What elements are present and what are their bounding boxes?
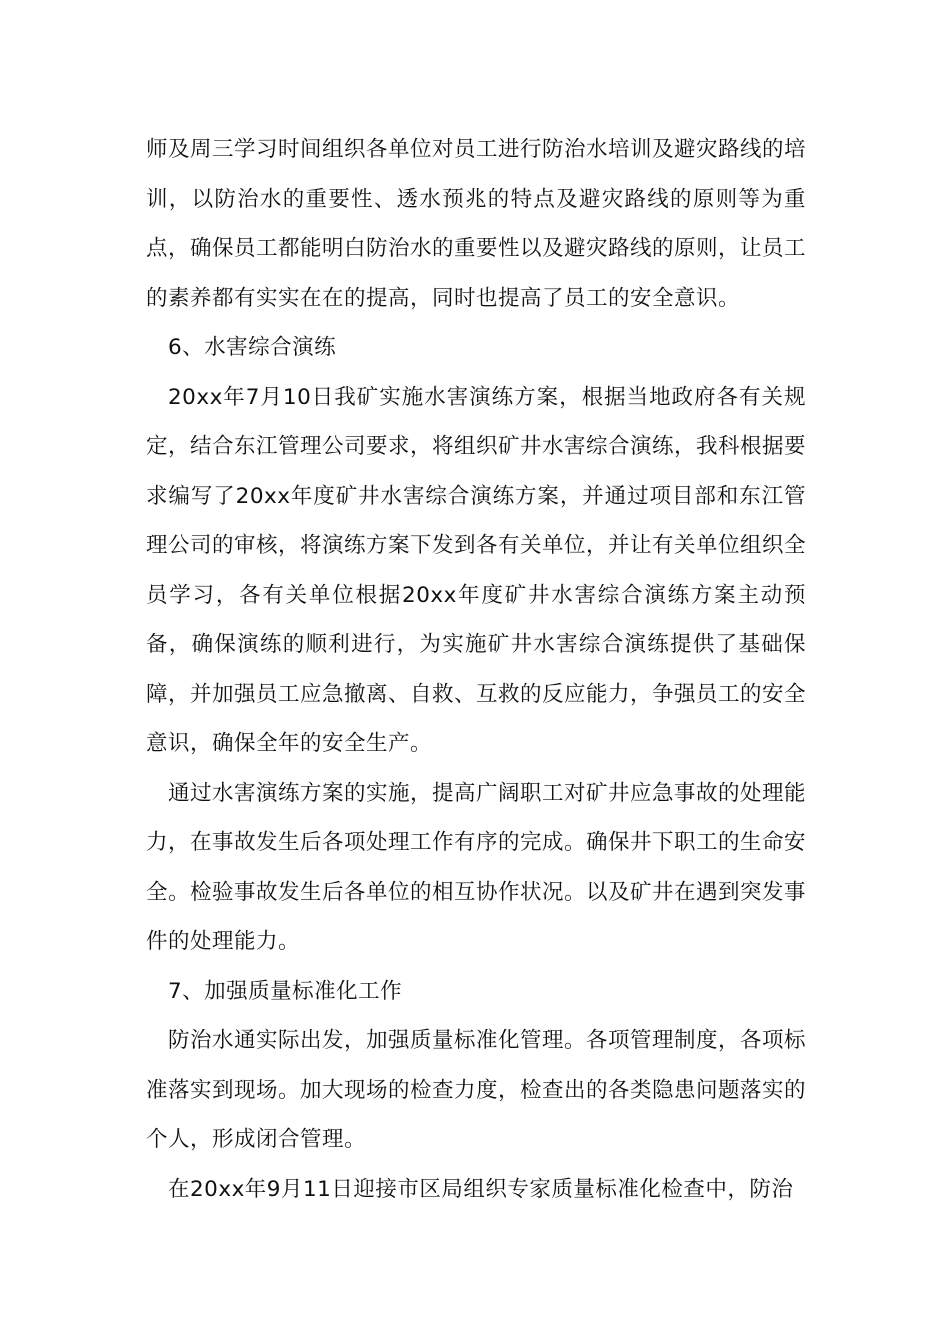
section-heading-7: 7、加强质量标准化工作 (168, 978, 403, 1004)
paragraph-inspection: 在20xx年9月11日迎接市区局组织专家质量标准化检查中，防治 (168, 1176, 794, 1202)
paragraph-training: 师及周三学习时间组织各单位对员工进行防治水培训及避灾路线的培训，以防治水的重要性、透水预兆的特点及避灾路线的原则等为重点，确保员工都能明白防治水的重要性以及避灾路线的原则，让员工的素养都有实实在在的提高，同时也提高了员工的安全意识。 (146, 137, 807, 311)
paragraph-drill-plan: 20xx年7月10日我矿实施水害演练方案，根据当地政府各有关规定，结合东江管理公司要求，将组织矿井水害综合演练，我科根据要求编写了20xx年度矿井水害综合演练方案，并通过项目部和东江管理公司的审核，将演练方案下发到各有关单位，并让有关单位组织全员学习，各有关单位根据20xx年度矿井水害综合演练方案主动预备，确保演练的顺利进行，为实施矿井水害综合演练提供了基础保障，并加强员工应急撤离、自救、互救的反应能力，争强员工的安全意识，确保全年的安全生产。 (146, 384, 807, 756)
document-body (146, 125, 806, 1214)
paragraph-quality-management: 防治水通实际出发，加强质量标准化管理。各项管理制度，各项标准落实到现场。加大现场的检查力度，检查出的各类隐患问题落实的个人，形成闭合管理。 (146, 1028, 807, 1152)
section-heading-6: 6、水害综合演练 (168, 335, 337, 360)
paragraph-drill-results: 通过水害演练方案的实施，提高广阔职工对矿井应急事故的处理能力，在事故发生后各项处理工作有序的完成。确保井下职工的生命安全。检验事故发生后各单位的相互协作状况。以及矿井在遇到突发事件的处理能力。 (146, 780, 807, 954)
